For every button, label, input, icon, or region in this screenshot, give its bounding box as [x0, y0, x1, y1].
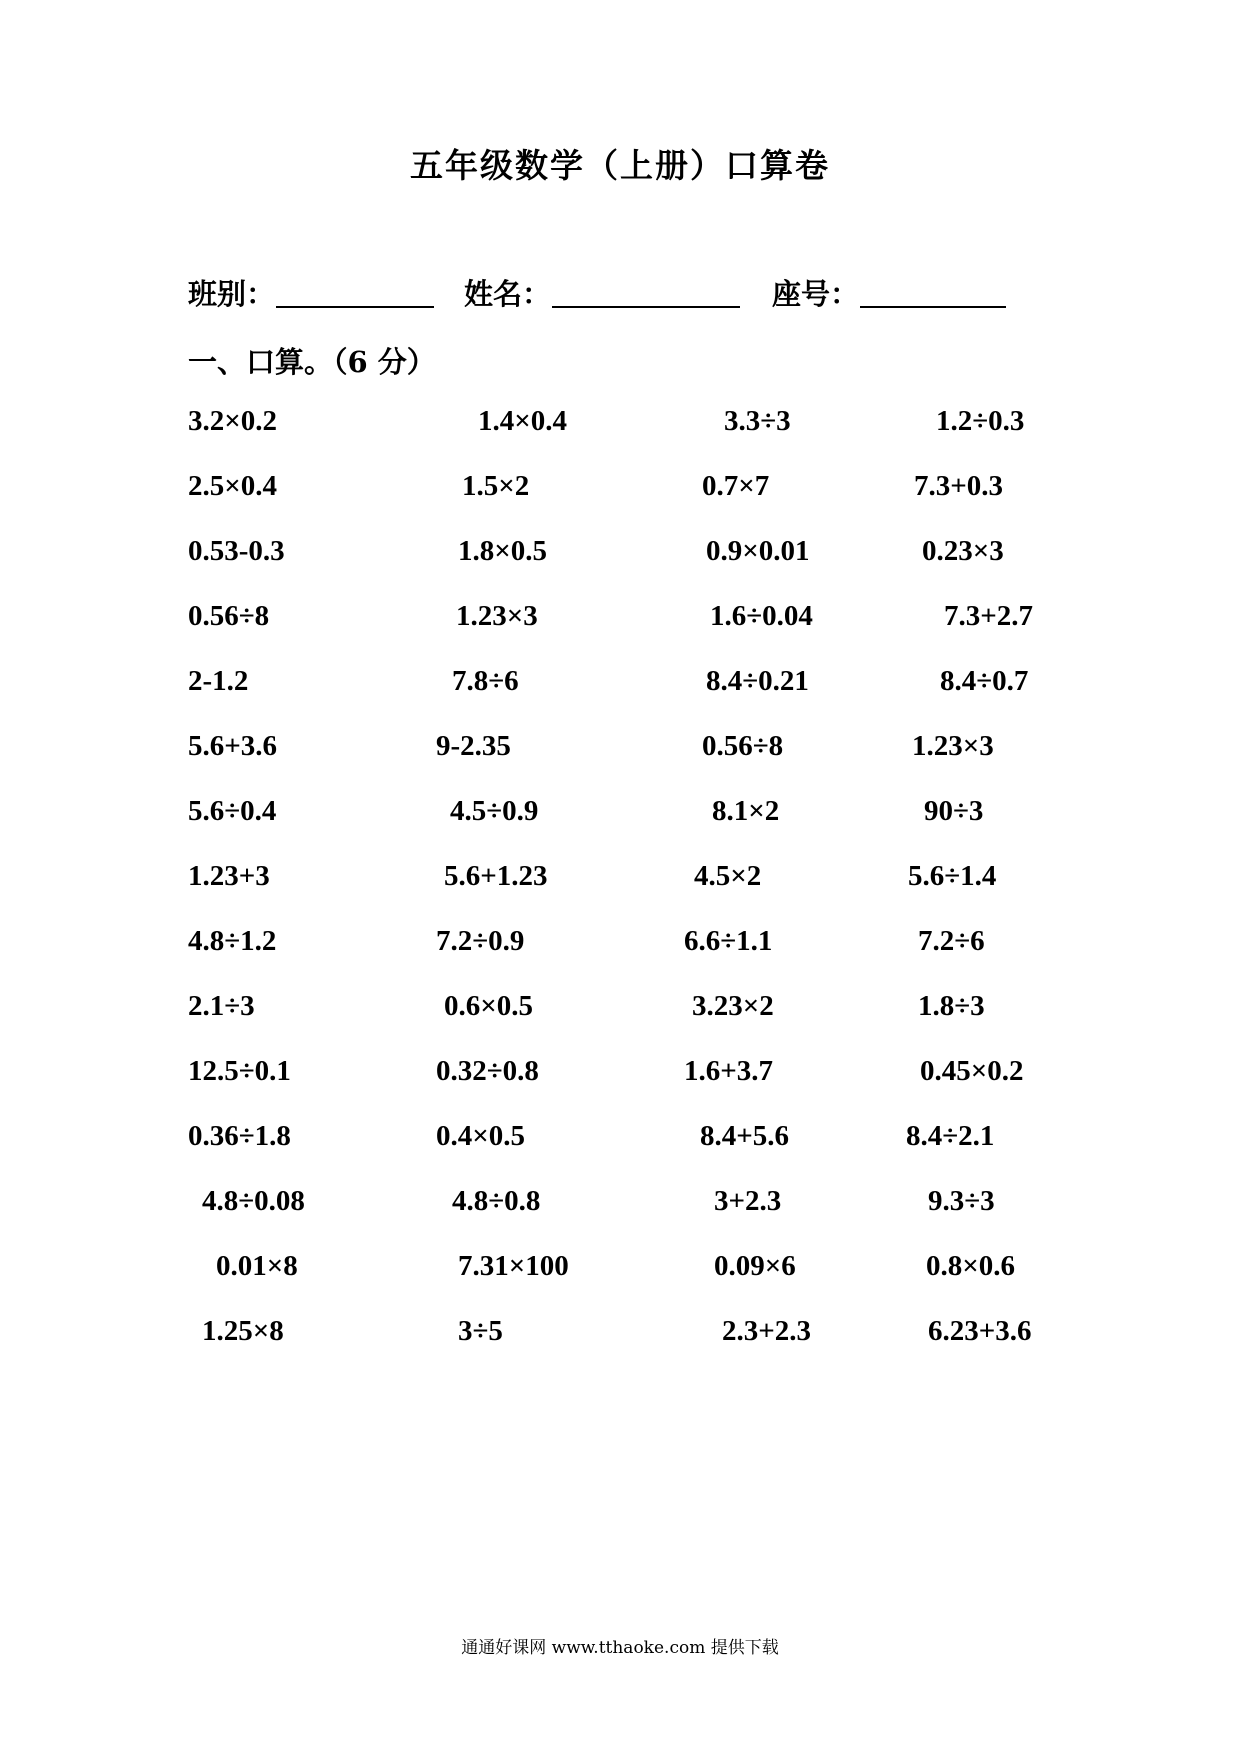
problem-item: 7.31×100: [458, 1250, 569, 1282]
problem-item: 8.4÷0.7: [940, 665, 1029, 697]
problem-item: 0.56÷8: [188, 600, 270, 632]
name-blank[interactable]: [552, 306, 740, 308]
problem-item: 7.2÷6: [918, 925, 985, 957]
problem-item: 7.3+2.7: [944, 600, 1034, 632]
problem-item: 0.9×0.01: [706, 535, 810, 567]
problem-item: 0.36÷1.8: [188, 1120, 291, 1152]
problem-item: 1.6+3.7: [684, 1055, 774, 1087]
section-heading: 一、口算。（6 分）: [188, 345, 436, 379]
problem-item: 8.1×2: [712, 795, 780, 827]
problem-item: 6.23+3.6: [928, 1315, 1032, 1347]
problem-item: 1.8×0.5: [458, 535, 548, 567]
problem-item: 4.8÷0.08: [202, 1185, 305, 1217]
problem-item: 4.5×2: [694, 860, 762, 892]
problem-item: 5.6÷0.4: [188, 795, 277, 827]
problem-item: 0.7×7: [702, 470, 770, 502]
problem-item: 3÷5: [458, 1315, 503, 1347]
problem-item: 2-1.2: [188, 665, 249, 697]
seat-blank[interactable]: [860, 306, 1006, 308]
problem-item: 0.32÷0.8: [436, 1055, 539, 1087]
problem-item: 2.3+2.3: [722, 1315, 812, 1347]
problem-item: 4.8÷0.8: [452, 1185, 541, 1217]
problem-item: 0.53-0.3: [188, 535, 285, 567]
problem-item: 0.6×0.5: [444, 990, 534, 1022]
problem-item: 0.4×0.5: [436, 1120, 526, 1152]
problem-item: 0.09×6: [714, 1250, 796, 1282]
problem-item: 7.8÷6: [452, 665, 519, 697]
footer-source: 通通好课网 www.tthaoke.com 提供下载: [461, 1638, 779, 1658]
seat-label: 座号：: [772, 277, 860, 311]
problem-item: 0.8×0.6: [926, 1250, 1016, 1282]
problem-item: 8.4+5.6: [700, 1120, 790, 1152]
problem-item: 0.45×0.2: [920, 1055, 1024, 1087]
problem-item: 1.23×3: [456, 600, 538, 632]
problem-item: 2.5×0.4: [188, 470, 278, 502]
problem-item: 2.1÷3: [188, 990, 255, 1022]
problem-item: 0.01×8: [216, 1250, 298, 1282]
problem-item: 9.3÷3: [928, 1185, 995, 1217]
problem-item: 4.5÷0.9: [450, 795, 539, 827]
problem-item: 5.6+1.23: [444, 860, 548, 892]
problem-item: 1.23+3: [188, 860, 270, 892]
problem-item: 1.6÷0.04: [710, 600, 813, 632]
problem-item: 1.4×0.4: [478, 405, 568, 437]
problem-item: 0.56÷8: [702, 730, 784, 762]
class-blank[interactable]: [276, 306, 434, 308]
page-title: 五年级数学（上册）口算卷: [410, 146, 830, 185]
problem-item: 1.25×8: [202, 1315, 284, 1347]
problem-item: 1.23×3: [912, 730, 994, 762]
problem-item: 3+2.3: [714, 1185, 782, 1217]
problem-item: 1.5×2: [462, 470, 530, 502]
problem-item: 5.6+3.6: [188, 730, 278, 762]
problem-item: 7.2÷0.9: [436, 925, 525, 957]
problem-item: 3.2×0.2: [188, 405, 278, 437]
problem-item: 8.4÷0.21: [706, 665, 809, 697]
problem-item: 1.2÷0.3: [936, 405, 1025, 437]
problem-item: 12.5÷0.1: [188, 1055, 291, 1087]
problem-item: 9-2.35: [436, 730, 511, 762]
class-label: 班别：: [188, 277, 276, 311]
problem-item: 5.6÷1.4: [908, 860, 997, 892]
problem-item: 8.4÷2.1: [906, 1120, 995, 1152]
name-label: 姓名：: [464, 277, 552, 311]
problem-item: 0.23×3: [922, 535, 1004, 567]
problem-item: 6.6÷1.1: [684, 925, 773, 957]
problem-item: 90÷3: [924, 795, 984, 827]
problem-item: 1.8÷3: [918, 990, 985, 1022]
problem-item: 3.23×2: [692, 990, 774, 1022]
problem-item: 3.3÷3: [724, 405, 791, 437]
problem-item: 4.8÷1.2: [188, 925, 277, 957]
problem-item: 7.3+0.3: [914, 470, 1004, 502]
